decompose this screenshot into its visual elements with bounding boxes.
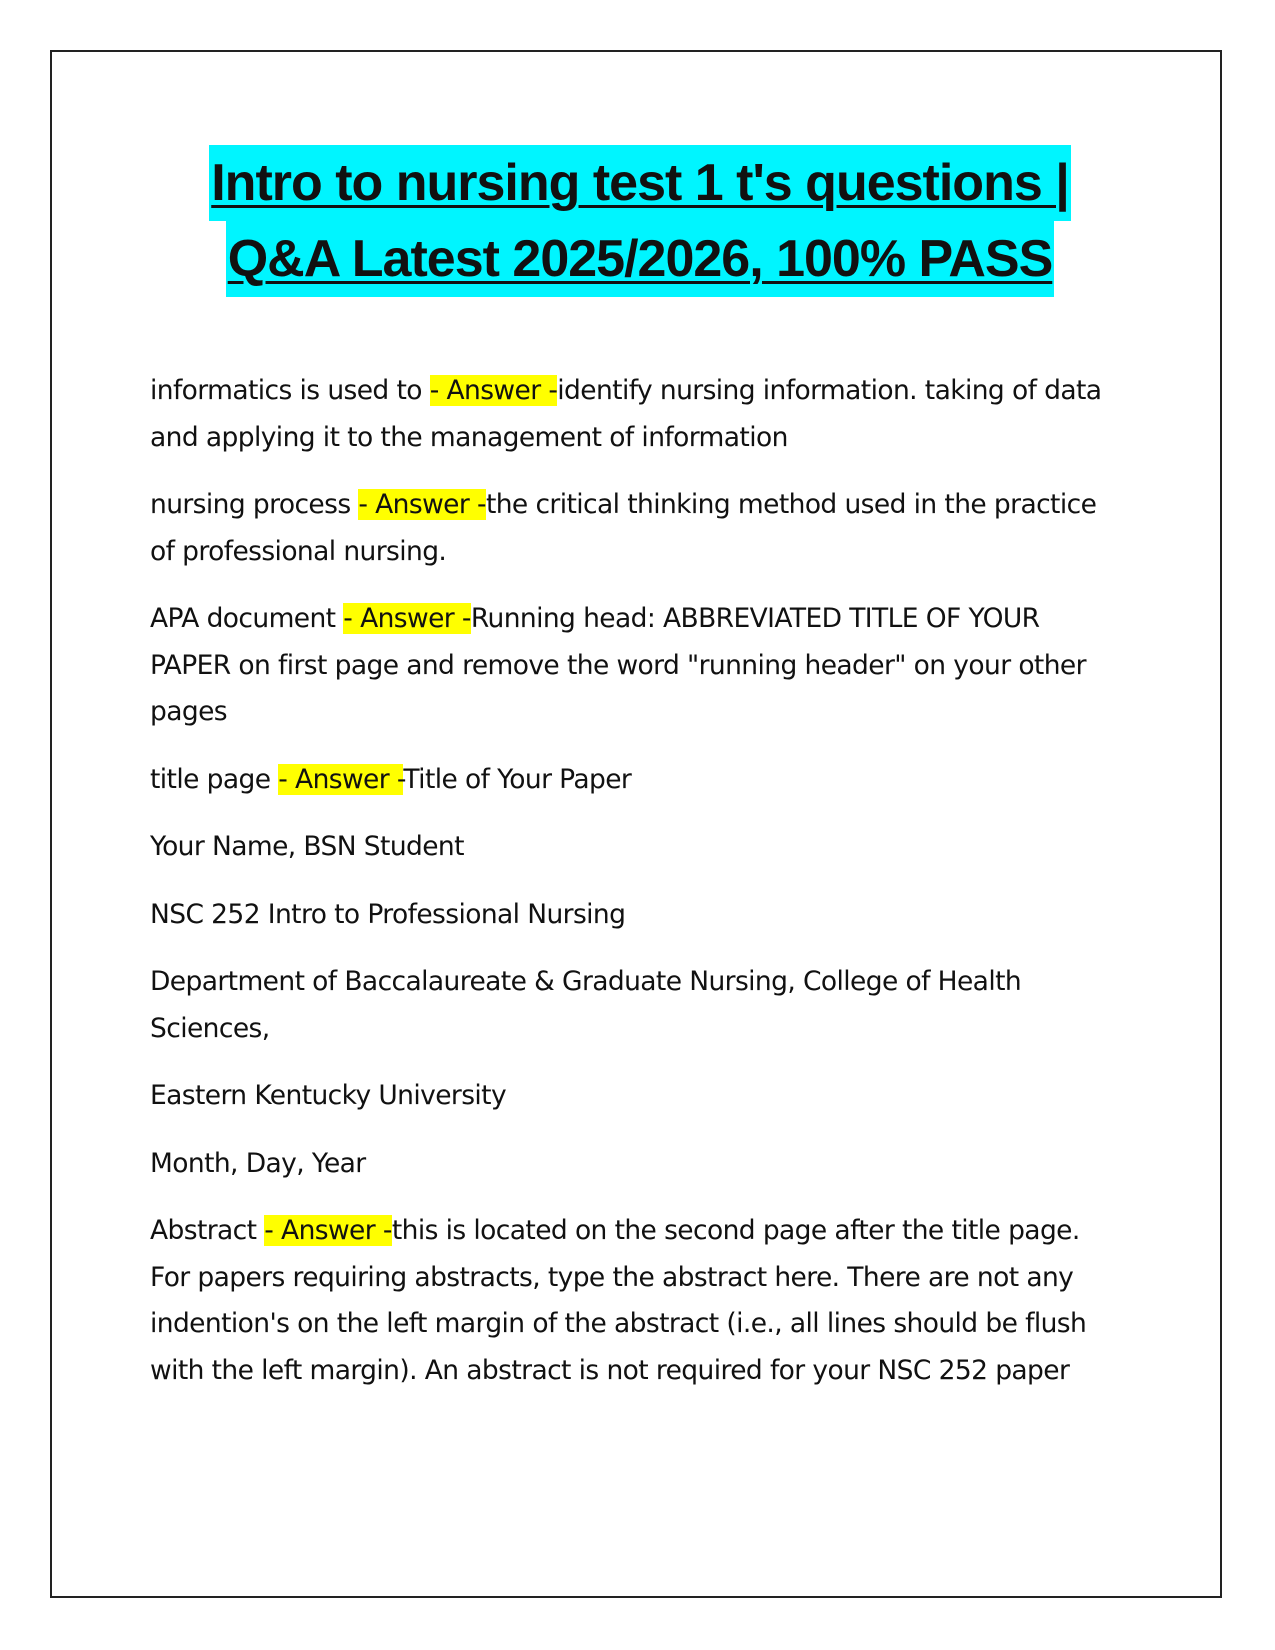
qa-term: title page — [150, 763, 279, 795]
qa-item-apa-document — [150, 596, 1110, 736]
title-page-line-course: NSC 252 Intro to Professional Nursing — [150, 898, 626, 930]
qa-term: informatics is used to — [150, 375, 430, 406]
title-page-line-date: Month, Day, Year — [150, 1147, 366, 1179]
answer-label-highlight: - Answer - — [264, 1215, 392, 1246]
answer-label-highlight: - Answer - — [278, 763, 404, 795]
title-page-line-name: Your Name, BSN Student — [150, 831, 464, 862]
qa-item-title-page — [150, 757, 1110, 804]
title-line-2: Q&A Latest 2025/2026, 100% PASS — [226, 221, 1055, 297]
document-title — [150, 145, 1130, 297]
qa-term: APA document — [150, 603, 344, 634]
qa-answer: this is located on the second page after the title page. For papers requiring abstracts, type the abstract here. There are not any indention's on the left margin of the abstract (i.e., all lines should be flush with the left margin). An abstract is not required for your NSC 252 paper — [150, 1215, 1087, 1386]
title-line-1: Intro to nursing test 1 t's questions | — [209, 145, 1071, 221]
qa-item-abstract — [150, 1208, 1110, 1394]
title-page-line-department: Department of Baccalaureate & Graduate Nursing, College of Health Sciences, — [150, 966, 1022, 1044]
answer-label-highlight: - Answer - — [358, 489, 486, 520]
qa-answer: Title of Your Paper — [403, 763, 632, 795]
qa-answer: Running head: ABBREVIATED TITLE OF YOUR PAPER on first page and remove the word "running header" on your other pages — [150, 603, 1086, 727]
qa-answer: the critical thinking method used in the practice of professional nursing. — [150, 489, 1097, 567]
qa-term: Abstract — [150, 1215, 265, 1246]
title-page-line-university: Eastern Kentucky University — [150, 1080, 507, 1111]
qa-answer: identify nursing information. taking of data and applying it to the management of information — [150, 375, 1102, 453]
qa-term: nursing process — [150, 489, 359, 520]
qa-content — [150, 368, 1110, 1415]
answer-label-highlight: - Answer - — [429, 375, 558, 406]
answer-label-highlight: - Answer - — [343, 603, 471, 634]
qa-item-informatics — [150, 368, 1110, 461]
qa-item-nursing-process — [150, 482, 1110, 575]
